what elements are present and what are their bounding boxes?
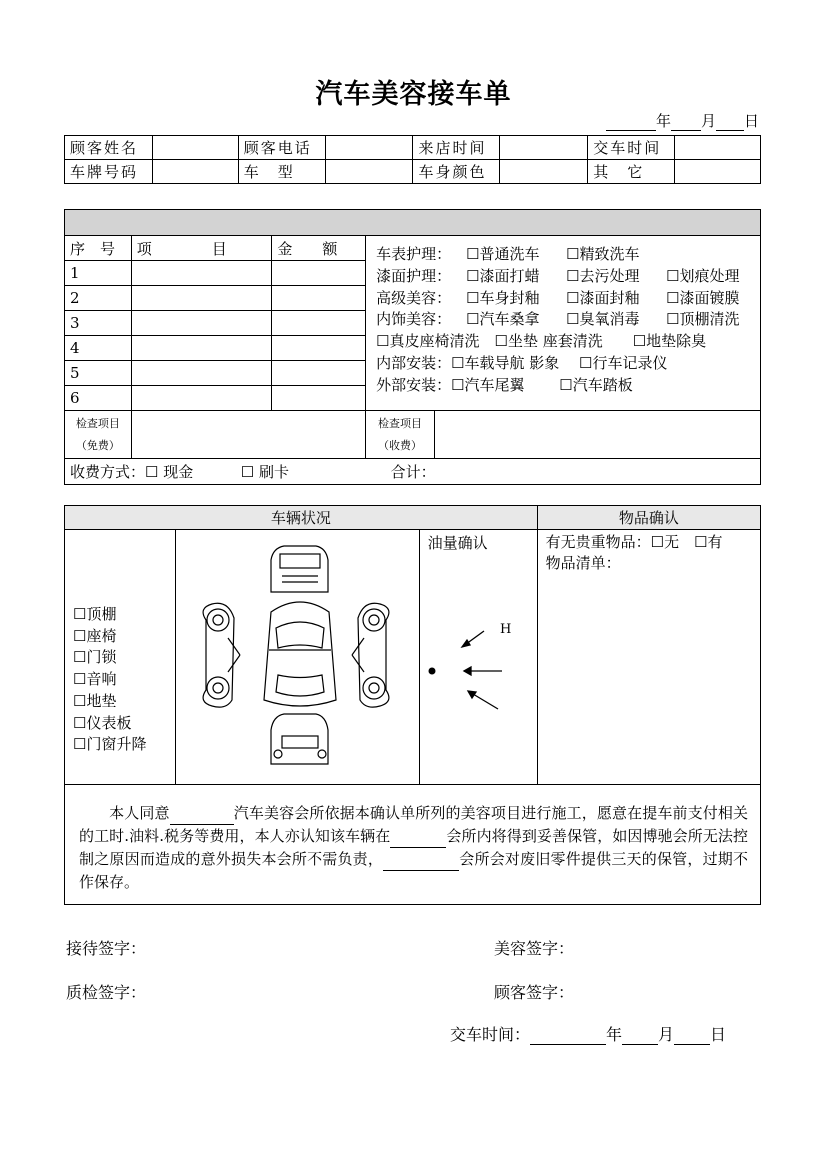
- reception-signature-label: 接待签字：: [66, 939, 147, 958]
- check-paid-field[interactable]: [435, 411, 761, 459]
- seq-header: 序 号: [65, 236, 132, 261]
- page-title: 汽车美容接车单: [315, 79, 512, 110]
- service-line: [376, 266, 750, 288]
- vehicle-check-item[interactable]: ☐地垫: [73, 691, 117, 710]
- customer-signature-label: 顾客签字：: [494, 983, 575, 1002]
- delivery-time-line: [450, 1022, 726, 1045]
- payment-row: [65, 459, 761, 485]
- vehicle-check-item[interactable]: ☐顶棚: [73, 605, 117, 624]
- check-free-field[interactable]: [131, 411, 365, 459]
- item-header: 项 目: [131, 236, 272, 261]
- service-category-label: 高级美容：: [376, 288, 452, 307]
- color-field[interactable]: [500, 160, 588, 184]
- customer-name-blank[interactable]: [170, 809, 234, 825]
- service-option-checkbox[interactable]: ☐漆面打蜡: [466, 266, 540, 285]
- consent-text: 会所会对废旧零件提供三天的保管，过期不作保存。: [79, 849, 748, 891]
- service-option-checkbox[interactable]: ☐漆面封釉: [566, 288, 640, 307]
- delivery-year-blank[interactable]: [530, 1029, 606, 1045]
- delivery-month-label: 月: [658, 1025, 675, 1044]
- other-label: 其 它: [588, 160, 675, 184]
- service-line: [376, 288, 750, 310]
- service-option-checkbox[interactable]: ☐普通洗车: [466, 245, 540, 263]
- vehicle-check-item[interactable]: ☐座椅: [73, 626, 117, 645]
- total-label: 合计：: [390, 463, 436, 481]
- plate-field[interactable]: [152, 160, 238, 184]
- delivery-label: 交车时间：: [450, 1025, 531, 1044]
- month-blank[interactable]: [671, 115, 701, 131]
- beauty-signature-label: 美容签字：: [494, 939, 575, 958]
- items-table-header-bar: [65, 210, 761, 236]
- delivery-month-blank[interactable]: [622, 1029, 658, 1045]
- services-panel: [366, 236, 761, 411]
- seq-cell: 5: [65, 361, 132, 386]
- consent-text: 本人同意: [109, 803, 170, 822]
- vehicle-table: [64, 505, 761, 905]
- service-category-label: 内饰美容：: [376, 310, 452, 329]
- service-leather[interactable]: ☐真皮座椅清洗 ☐坐垫 座套清洗 ☐地垫除臭: [376, 332, 707, 351]
- payment-cash-option[interactable]: 收费方式：☐ 现金: [70, 463, 194, 481]
- item-cell[interactable]: [131, 261, 272, 286]
- item-cell[interactable]: [131, 286, 272, 311]
- year-label: 年: [655, 112, 671, 130]
- service-option-checkbox[interactable]: ☐臭氧消毒: [566, 310, 640, 329]
- check-paid-label: 检查项目 （收费）: [366, 411, 435, 459]
- item-cell[interactable]: [131, 361, 272, 386]
- amount-cell[interactable]: [272, 311, 366, 336]
- plate-label: 车牌号码: [65, 160, 153, 184]
- amount-cell[interactable]: [272, 261, 366, 286]
- service-option-checkbox[interactable]: ☐漆面镀膜: [666, 288, 740, 307]
- car-diagram-icon: [176, 530, 418, 780]
- service-exterior-install[interactable]: 外部安装：☐汽车尾翼 ☐汽车踏板: [376, 375, 633, 394]
- delivery-day-blank[interactable]: [674, 1029, 710, 1045]
- services-list: [376, 244, 750, 331]
- seq-cell: 4: [65, 336, 132, 361]
- customer-info-table: [64, 135, 761, 184]
- goods-cell: [537, 530, 760, 785]
- delivery-time-label: 交车时间: [588, 136, 675, 160]
- vehicle-check-item[interactable]: ☐门锁: [73, 648, 117, 667]
- consent-text: 会所内将得到妥善保管，如因博驰会所无法控制之原因而造成的意外损失本会所不需负责，: [79, 826, 748, 868]
- vehicle-check-item[interactable]: ☐仪表板: [73, 713, 132, 732]
- check-free-label: 检查项目 （免费）: [65, 411, 132, 459]
- car-diagram: [175, 530, 419, 785]
- month-label: 月: [700, 112, 716, 130]
- year-blank[interactable]: [606, 115, 656, 131]
- fuel-confirm-label: 油量确认: [427, 534, 488, 552]
- service-option-checkbox[interactable]: ☐汽车桑拿: [466, 310, 540, 329]
- day-label: 日: [743, 112, 759, 130]
- seq-cell: 6: [65, 386, 132, 411]
- service-option-checkbox[interactable]: ☐精致洗车: [566, 245, 640, 263]
- color-label: 车身颜色: [413, 160, 500, 184]
- goods-confirm-header: 物品确认: [537, 506, 760, 530]
- fuel-gauge-icon: [420, 555, 536, 735]
- day-blank[interactable]: [716, 115, 744, 131]
- delivery-time-field[interactable]: [675, 136, 761, 160]
- other-field[interactable]: [675, 160, 761, 184]
- payment-card-option[interactable]: ☐ 刷卡: [240, 463, 289, 481]
- service-line: [376, 309, 750, 331]
- service-category-label: 漆面护理：: [376, 266, 452, 285]
- arrival-time-label: 来店时间: [413, 136, 500, 160]
- service-option-checkbox[interactable]: ☐顶棚清洗: [666, 310, 740, 329]
- amount-cell[interactable]: [272, 336, 366, 361]
- customer-name-field[interactable]: [152, 136, 238, 160]
- shop-blank[interactable]: [390, 832, 446, 848]
- service-option-checkbox[interactable]: ☐划痕处理: [666, 266, 740, 285]
- goods-list-label: 物品清单：: [545, 554, 621, 572]
- shop-blank-2[interactable]: [383, 855, 459, 871]
- vehicle-status-header: 车辆状况: [65, 506, 538, 530]
- consent-paragraph: [65, 785, 761, 905]
- amount-cell[interactable]: [272, 361, 366, 386]
- vehicle-check-item[interactable]: ☐门窗升降: [73, 735, 147, 754]
- service-option-checkbox[interactable]: ☐车身封釉: [466, 288, 540, 307]
- service-category-label: 车表护理：: [376, 245, 452, 263]
- arrival-time-field[interactable]: [500, 136, 588, 160]
- valuables-question[interactable]: 有无贵重物品：☐无 ☐有: [545, 533, 723, 551]
- customer-phone-field[interactable]: [325, 136, 413, 160]
- item-cell[interactable]: [131, 336, 272, 361]
- customer-name-label: 顾客姓名: [65, 136, 153, 160]
- amount-cell[interactable]: [272, 386, 366, 411]
- amount-cell[interactable]: [272, 286, 366, 311]
- customer-phone-label: 顾客电话: [238, 136, 325, 160]
- model-label: 车 型: [238, 160, 325, 184]
- delivery-day-label: 日: [710, 1025, 727, 1044]
- service-option-checkbox[interactable]: ☐去污处理: [566, 266, 640, 285]
- seq-cell: 3: [65, 311, 132, 336]
- item-cell[interactable]: [131, 386, 272, 411]
- item-cell[interactable]: [131, 311, 272, 336]
- vehicle-check-list: [65, 530, 176, 785]
- qc-signature-label: 质检签字：: [66, 983, 147, 1002]
- vehicle-check-item[interactable]: ☐音响: [73, 670, 117, 689]
- amount-header: 金 额: [272, 236, 366, 261]
- service-interior-install[interactable]: 内部安装：☐车载导航 影象 ☐行车记录仪: [376, 353, 668, 372]
- items-table: [64, 209, 761, 485]
- fuel-confirm-cell: [419, 530, 537, 785]
- seq-cell: 1: [65, 261, 132, 286]
- service-line: [376, 244, 750, 266]
- model-field[interactable]: [325, 160, 413, 184]
- date-line: [606, 110, 759, 131]
- consent-text: 汽车美容会所依据本确认单所列的美容项目进行施工，愿意在提车前支付相关的工时.油料.税务等费用，本人亦认知该车辆在: [79, 803, 748, 845]
- delivery-year-label: 年: [606, 1025, 623, 1044]
- fuel-h-label: H: [499, 622, 511, 637]
- seq-cell: 2: [65, 286, 132, 311]
